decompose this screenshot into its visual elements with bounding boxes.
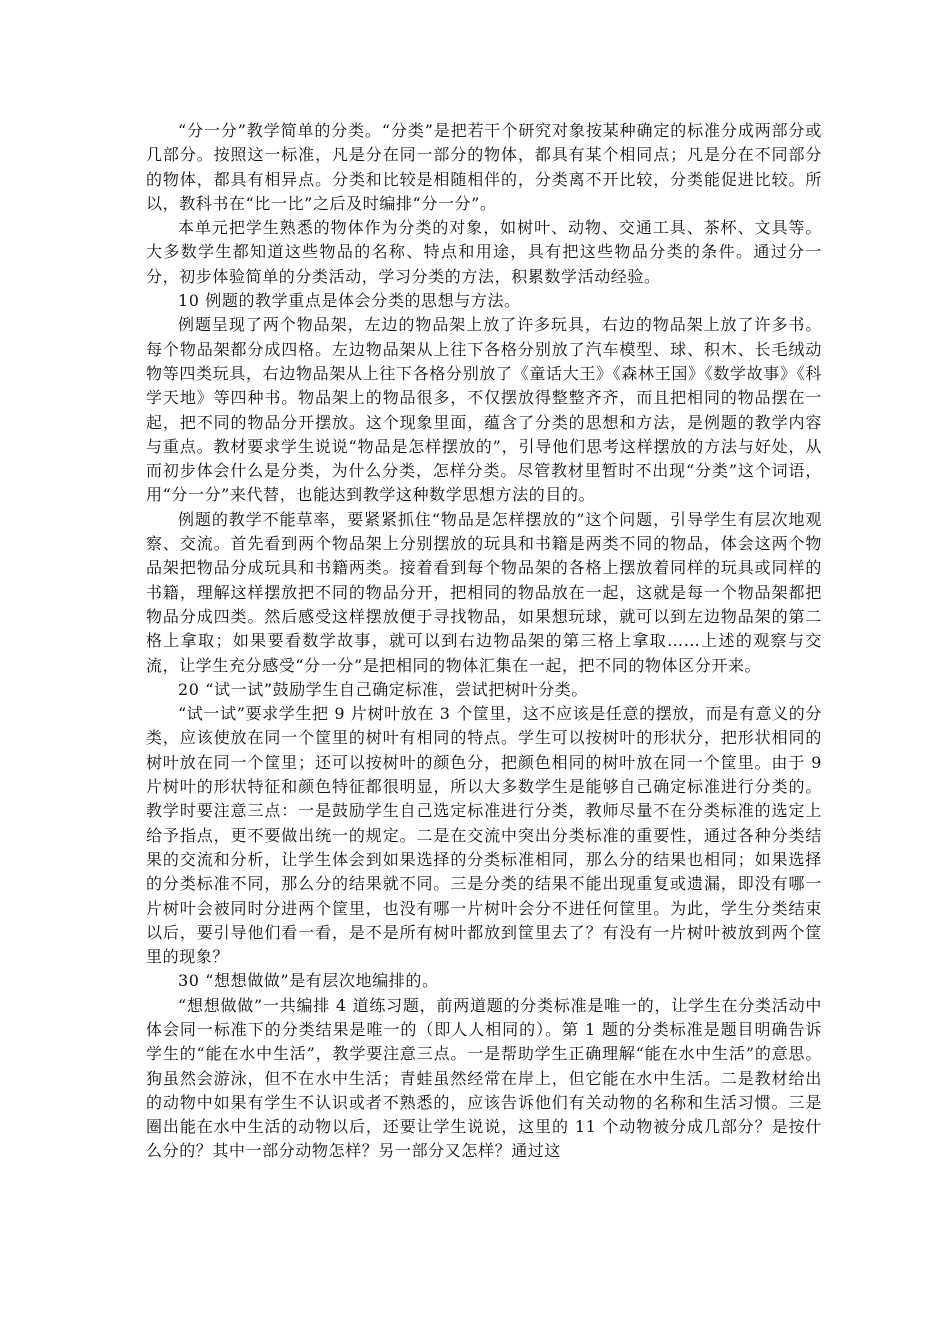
document-page — [146, 119, 822, 1164]
paragraph-exercises: “想想做做”一共编排 4 道练习题，前两道题的分类标准是唯一的，让学生在分类活动中体会同一标准下的分类结果是唯一的（即人人相同的）。第 1 题的分类标准是题目明确告诉学生的“能在水中生活”，教学要注意三点。一是帮助学生正确理解“能在水中生活”的意思。狗虽然会游泳，但不在水中生活；青蛙虽然经常在岸上，但它能在水中生活。二是教材给出的动物中如果有学生不认识或者不熟悉的，应该告诉他们有关动物的名称和生活习惯。三是圈出能在水中生活的动物以后，还要让学生说说，这里的 11 个动物被分成几部分？是按什么分的？其中一部分动物怎样？另一部分又怎样？通过这 — [146, 995, 822, 1161]
paragraph-unit-objects: 本单元把学生熟悉的物体作为分类的对象，如树叶、动物、交通工具、茶杯、文具等。大多数学生都知道这些物品的名称、特点和用途，具有把这些物品分类的条件。通过分一分，初步体验简单的分类活动，学习分类的方法，积累数学活动经验。 — [146, 218, 822, 286]
paragraph-intro: “分一分”教学简单的分类。“分类”是把若干个研究对象按某种确定的标准分成两部分或几部分。按照这一标准，凡是分在同一部分的物体，都具有某个相同点；凡是分在不同部分的物体，都具有相异点。分类和比较是相随相伴的，分类离不开比较，分类能促进比较。所以，教科书在“比一比”之后及时编排“分一分”。 — [146, 121, 822, 213]
paragraph-example-teaching: 例题的教学不能草率，要紧紧抓住“物品是怎样摆放的”这个问题，引导学生有层次地观察、交流。首先看到两个物品架上分别摆放的玩具和书籍是两类不同的物品，体会这两个物品架把物品分成玩具和书籍两类。接着看到每个物品架的各格上摆放着同样的玩具或同样的书籍，理解这样摆放把不同的物品分开，把相同的物品放在一起，这就是每一个物品架都把物品分成四类。然后感受这样摆放便于寻找物品，如果想玩球，就可以到左边物品架的第二格上拿取；如果要看数学故事，就可以到右边物品架的第三格上拿取……上述的观察与交流，让学生充分感受“分一分”是把相同的物体汇集在一起，把不同的物体区分开来。 — [146, 509, 822, 675]
paragraph-example-shelves: 例题呈现了两个物品架，左边的物品架上放了许多玩具，右边的物品架上放了许多书。每个物品架都分成四格。左边物品架从上往下各格分别放了汽车模型、球、积木、长毛绒动物等四类玩具，右边物品架从上往下各格分别放了《童话大王》《森林王国》《数学故事》《科学天地》等四种书。物品架上的物品很多，不仅摆放得整整齐齐，而且把相同的物品摆在一起，把不同的物品分开摆放。这个现象里面，蕴含了分类的思想和方法，是例题的教学内容与重点。教材要求学生说说“物品是怎样摆放的”，引导他们思考这样摆放的方法与好处，从而初步体会什么是分类，为什么分类，怎样分类。尽管教材里暂时不出现“分类”这个词语，用“分一分”来代替，也能达到教学这种数学思想方法的目的。 — [146, 315, 822, 505]
paragraph-point-3-heading: 30 “想想做做”是有层次地编排的。 — [178, 971, 439, 991]
paragraph-point-1-heading: 10 例题的教学重点是体会分类的思想与方法。 — [178, 291, 521, 311]
paragraph-point-2-heading: 20 “试一试”鼓励学生自己确定标准，尝试把树叶分类。 — [178, 679, 589, 699]
paragraph-try-it: “试一试”要求学生把 9 片树叶放在 3 个筐里，这不应该是任意的摆放，而是有意义的分类，应该使放在同一个筐里的树叶有相同的特点。学生可以按树叶的形状分，把形状相同的树叶放在同一个筐里；还可以按树叶的颜色分，把颜色相同的树叶放在同一个筐里。由于 9 片树叶的形状特征和颜色特征都很明显，所以大多数学生是能够自己确定标准进行分类的。教学时要注意三点：一是鼓励学生自己选定标准进行分类，教师尽量不在分类标准的选定上给予指点，更不要做出统一的规定。二是在交流中突出分类标准的重要性，通过各种分类结果的交流和分析，让学生体会到如果选择的分类标准相同，那么分的结果也相同；如果选择的分类标准不同，那么分的结果就不同。三是分类的结果不能出现重复或遗漏，即没有哪一片树叶会被同时分进两个筐里，也没有哪一片树叶会分不进任何筐里。为此，学生分类结束以后，要引导他们看一看，是不是所有树叶都放到筐里去了？有没有一片树叶被放到两个筐里的现象？ — [146, 704, 822, 967]
